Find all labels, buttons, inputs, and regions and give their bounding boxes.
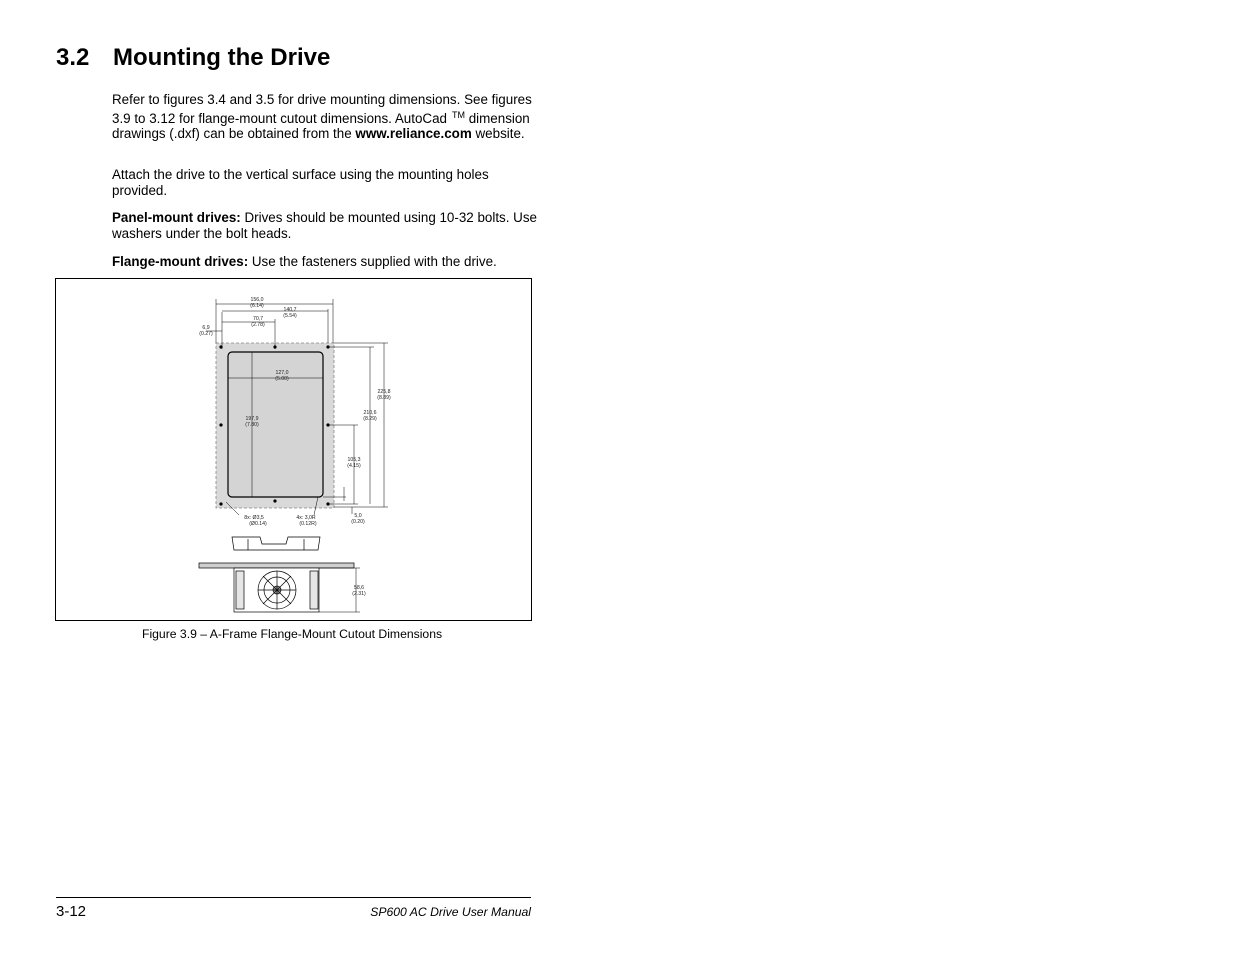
figure-frame <box>55 278 532 621</box>
page-number: 3-12 <box>56 903 87 920</box>
flange-mount-label: Flange-mount drives: <box>112 254 249 269</box>
drive-side-view <box>199 537 354 612</box>
paragraph-attach <box>112 167 537 198</box>
svg-text:210,6: 210,6 <box>363 410 377 416</box>
website-link[interactable]: www.reliance.com <box>355 126 472 141</box>
svg-text:225,8: 225,8 <box>377 389 391 395</box>
svg-text:(0.20): (0.20) <box>351 519 365 525</box>
svg-text:(0.12R): (0.12R) <box>299 521 317 527</box>
panel-mount-label: Panel-mount drives: <box>112 210 241 225</box>
svg-text:(4.15): (4.15) <box>347 463 361 469</box>
svg-text:6,9: 6,9 <box>202 325 210 331</box>
paragraph-intro <box>112 92 537 142</box>
svg-text:(8.89): (8.89) <box>377 395 391 401</box>
section-title: Mounting the Drive <box>113 44 331 71</box>
figure-caption: Figure 3.9 – A-Frame Flange-Mount Cutout Dimensions <box>142 627 443 641</box>
flange-mount-text: Use the fasteners supplied with the drive. <box>251 254 497 269</box>
svg-text:(Ø0.14): (Ø0.14) <box>249 521 267 527</box>
attach-text: Attach the drive to the vertical surface using the mounting holes provided. <box>112 167 489 198</box>
svg-text:(5.00): (5.00) <box>275 376 289 382</box>
svg-text:5,0: 5,0 <box>354 513 362 519</box>
svg-text:140,7: 140,7 <box>283 307 297 313</box>
svg-text:(5.54): (5.54) <box>283 313 297 319</box>
svg-text:(0.27): (0.27) <box>199 331 213 337</box>
svg-text:127,0: 127,0 <box>275 370 289 376</box>
panel-mount-text: Drives should be mounted using 10-32 bolts. Use washers under the bolt heads. <box>112 210 537 241</box>
section-number: 3.2 <box>56 44 90 71</box>
svg-text:8x: Ø3,5: 8x: Ø3,5 <box>244 515 264 521</box>
section-heading <box>56 44 330 72</box>
intro-text-a: Refer to figures 3.4 and 3.5 for drive mounting dimensions. See figures 3.9 to 3.12 for flange-mount cutout dimensions. AutoCad <box>112 92 532 126</box>
svg-text:(2.31): (2.31) <box>352 591 366 597</box>
svg-text:4x: 3,0R: 4x: 3,0R <box>296 515 316 521</box>
intro-text-c: website. <box>475 126 525 141</box>
svg-text:(8.29): (8.29) <box>363 416 377 422</box>
footer-rule <box>56 897 531 898</box>
svg-text:(7.80): (7.80) <box>245 422 259 428</box>
intro-text-b: dimension drawings (.dxf) can be obtained from the <box>112 110 530 141</box>
trademark-mark: TM <box>451 109 465 120</box>
svg-text:197,9: 197,9 <box>245 416 259 422</box>
svg-text:(2.78): (2.78) <box>251 322 265 328</box>
svg-text:70,7: 70,7 <box>252 316 264 322</box>
svg-text:156,0: 156,0 <box>250 297 264 303</box>
cutout-dimension-drawing <box>56 279 531 620</box>
paragraph-panel-mount <box>112 210 537 241</box>
paragraph-flange-mount <box>112 254 537 270</box>
svg-text:105,3: 105,3 <box>347 457 361 463</box>
svg-text:(6.14): (6.14) <box>250 303 264 309</box>
manual-title: SP600 AC Drive User Manual <box>370 905 531 919</box>
svg-text:58,6: 58,6 <box>353 585 365 591</box>
